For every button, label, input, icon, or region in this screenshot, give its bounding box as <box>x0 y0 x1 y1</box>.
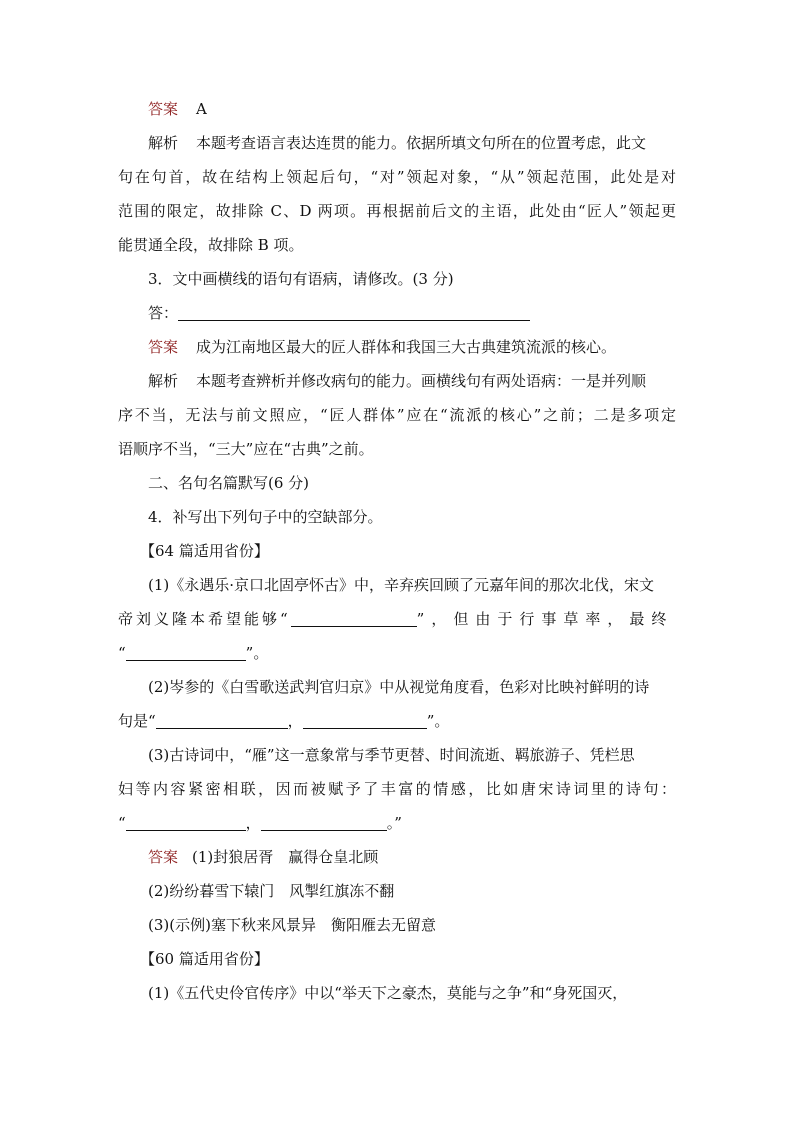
q2-analysis-line-4: 能贯通全段，故排除 B 项。 <box>118 236 304 254</box>
answer-prefix: 答： <box>148 304 179 322</box>
item-text: “ <box>118 644 126 662</box>
q4-item1-line-2 <box>118 602 678 636</box>
fill-blank <box>291 608 417 627</box>
item-text: ， <box>245 814 261 832</box>
q2-analysis-line-3: 范围的限定，故排除 C、D 两项。再根据前后文的主语，此处由“匠人”领起更 <box>118 202 676 220</box>
q4-group60-item1-line-1: (1)《五代史伶官传序》中以“举天下之豪杰，莫能与之争”和“身死国灭， <box>148 984 628 1002</box>
q4-item3-line-1: (3)古诗词中，“雁”这一意象常与季节更替、时间流逝、羁旅游子、凭栏思 <box>148 746 635 764</box>
answer-label: 答案 <box>148 100 179 118</box>
q3-analysis-line-3: 语顺序不当，“三大”应在“古典”之前。 <box>118 440 374 458</box>
q3-answer-blank-line <box>148 296 530 330</box>
group-64-heading: 【64 篇适用省份】 <box>140 542 269 560</box>
q4-item1-line-1: (1)《永遇乐·京口北固亭怀古》中，辛弃疾回顾了元嘉年间的那次北伐，宋文 <box>148 576 655 594</box>
fill-blank <box>303 710 427 729</box>
q3-question: 3．文中画横线的语句有语病，请修改。(3 分) <box>148 270 454 288</box>
q4-question: 4．补写出下列句子中的空缺部分。 <box>148 508 383 526</box>
item-text: ”。 <box>245 644 269 662</box>
q2-analysis-line-1 <box>148 126 646 160</box>
q2-answer-line <box>148 92 207 126</box>
item-text: 帝刘义隆本希望能够“ <box>118 610 291 628</box>
fill-blank <box>126 812 246 831</box>
item-text: ”，但由于行事草率，最终 <box>416 610 674 628</box>
fill-blank <box>261 812 387 831</box>
analysis-text: 本题考查语言表达连贯的能力。依据所填文句所在的位置考虑，此文 <box>196 134 647 152</box>
q2-analysis-line-2: 句在句首，故在结构上领起后句，“对”领起对象，“从”领起范围，此处是对 <box>118 168 676 186</box>
q4-item1-line-3 <box>118 636 268 670</box>
q4-item2-line-2 <box>118 704 449 738</box>
q4-item2-line-1: (2)岑参的《白雪歌送武判官归京》中从视觉角度看，色彩对比映衬鲜明的诗 <box>148 678 650 696</box>
analysis-text: 本题考查辨析并修改病句的能力。画横线句有两处语病：一是并列顺 <box>196 372 647 390</box>
q4-item3-line-2: 妇等内容紧密相联，因而被赋予了丰富的情感，比如唐宋诗词里的诗句： <box>118 780 676 798</box>
item-text: ， <box>287 712 303 730</box>
answer-value: A <box>196 100 207 118</box>
item-text: 句是“ <box>118 712 156 730</box>
group-60-heading: 【60 篇适用省份】 <box>140 950 269 968</box>
answer-text: 成为江南地区最大的匠人群体和我国三大古典建筑流派的核心。 <box>196 338 617 356</box>
q4-item3-line-3 <box>118 806 402 840</box>
analysis-label: 解析 <box>148 372 179 390</box>
q4-answer-line-3: (3)(示例)塞下秋来风景异 衡阳雁去无留意 <box>148 916 436 934</box>
item-text: ”。 <box>426 712 450 730</box>
answer-label: 答案 <box>148 848 179 866</box>
answer-text: (1)封狼居胥 赢得仓皇北顾 <box>192 848 379 866</box>
q3-answer-line <box>148 330 616 364</box>
item-text: 。” <box>386 814 402 832</box>
q3-analysis-line-1 <box>148 364 646 398</box>
fill-blank <box>156 710 288 729</box>
q4-answer-line-2: (2)纷纷暮雪下辕门 风掣红旗冻不翻 <box>148 882 395 900</box>
analysis-label: 解析 <box>148 134 179 152</box>
answer-blank <box>178 302 530 321</box>
q4-answer-line-1 <box>148 840 378 874</box>
answer-label: 答案 <box>148 338 179 356</box>
section-title: 二、名句名篇默写(6 分) <box>148 474 310 492</box>
q3-analysis-line-2: 序不当，无法与前文照应，“匠人群体”应在“流派的核心”之前；二是多项定 <box>118 406 676 424</box>
fill-blank <box>126 642 246 661</box>
item-text: “ <box>118 814 126 832</box>
